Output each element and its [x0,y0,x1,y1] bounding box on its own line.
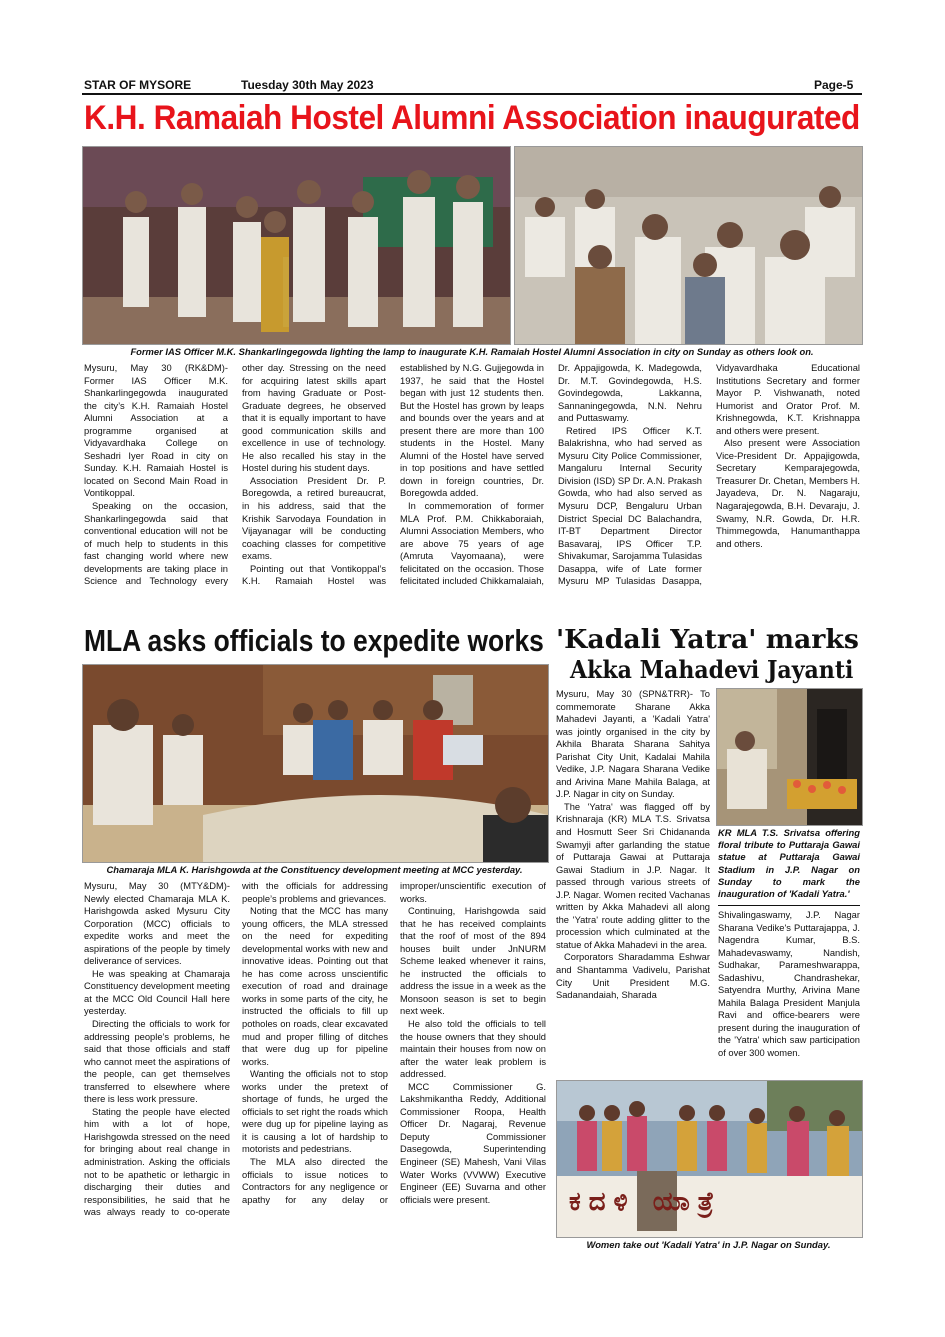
kannada-banner-text: ಕದಳಿ ಯಾತ್ರೆ [569,1187,722,1217]
story1-paragraph: Pointing out that Vontikoppal’s K.H. Ramaiah Hostel was established by N.G. Gujjegowda in 1937, he said that the Hostel began with just 12 students then. But the Hostel has grown by leaps and bounds over the years and at present there are more than 100 students in the Hostel. Many Alumni of the Hostel have served in top positions and have settled down in foreign countries, Dr. Boregowda added. [242,363,544,587]
story2-paragraph: He was speaking at Chamaraja Constituency development meeting at the MCC Old Council Hall here yesterday. [84,968,230,1017]
story2-paragraph: Mysuru, May 30 (MTY&DM)- Newly elected Chamaraja MLA K. Harishgowda asked Mysuru City Corporation (MCC) officials to expedite works and meet the aspirations of the people by timely deliverance of services. [84,881,230,967]
mcc-meeting-photo [82,664,549,863]
issue-date: Tuesday 30th May 2023 [241,78,374,92]
story3-paragraph: The 'Yatra' was flagged off by Krishnaraja (KR) MLA T.S. Srivatsa and Hosmutt Seer Sri Chidananda Swamyji after garlanding the statue of Puttaraja Gawai at Puttaraja Gawai Stadium in J.P. Nagar. It passed through various streets of J.P. Nagar. Women recited Vachanas written by Akka Mahadevi all along the 'Yatra' route adding glitter to the procession which culminated at the statue of Akka Mahadevi in the area. [556,801,710,950]
story1-paragraph: Speaking on the occasion, Shankarlingegowda said that conventional education will not be of much help to students in this fast changing world where new developments are taking place in Science and Technology every other day. Stressing on the need for acquiring latest skills apart from having Graduate or Post-Graduate degrees, he observed that it is equally important to have good communication skills and excellence in use of technology. He also recalled his stay in the Hostel during his student days. [84,363,386,587]
page-number: Page-5 [814,78,854,92]
audience-photo [514,146,863,345]
story2-headline: MLA asks officials to expedite works [84,623,544,658]
side-caption-rule [718,905,860,906]
story3-body [556,688,710,1078]
story3-paragraph: Corporators Sharadamma Eshwar and Shantamma Vadivelu, Parishat City Unit President M.G. Sadanandaiah, Sharada [556,952,710,1001]
story1-paragraph: Association President Dr. P. Boregowda, a retired bureaucrat, in his address, said that the Krishik Sarvodaya Foundation in Vijayanagar will be conducting coaching classes for competitive exams. [242,475,386,562]
story1-headline: K.H. Ramaiah Hostel Alumni Association inaugurated [84,99,860,137]
story2-paragraph: Continuing, Harishgowda said that he has received complaints that the roof of most of the 894 houses built under JnNURM Scheme leaked whenever it rains, he instructed the officials to address the issue in a week as the Monsoon season is set to begin next week. [400,906,546,1017]
story2-body [84,880,546,1270]
story1-paragraph: Retired IPS Officer K.T. Balakrishna, who had served as Mysuru City Police Commissioner, Mangaluru Internal Security Division (ISD) SP Dr. A.N. Prakash Gowda, who had also served as Mysuru DCP, Bengaluru Urban District Special DC Balachandra, IT-BT Department Director Basavaraj, IPS Officer T.P. Shivakumar, Sarojamma Tulasidas Dasappa, wife of Late former Mysuru MP Tulasidas Dasappa, Vidyavardhaka Educational Institutions Secretary and former Mayor P. Vishwanath, noted Humorist and Orator Prof. M. Krishnegowda, K.T. Krishnappa and others were present. [558,363,860,587]
story3-headline-line2: Akka Mahadevi Jayanti [570,655,854,684]
story2-paragraph: He also told the officials to tell the house owners that they should maintain their houses from now on after the water leak problem is addressed. [400,1019,546,1080]
story3-bottom-caption: Women take out 'Kadali Yatra' in J.P. Nagar on Sunday. [586,1239,831,1250]
story2-paragraph: Directing the officials to work for addressing people’s problems, he said that those officials and staff who cannot meet the aspirations of the people, can get themselves transferred to elsewhere where there is less work pressure. [84,1019,230,1105]
story2-paragraph: Stating the people have elected him with a lot of hope, Harishgowda stressed on the need for bringing about real change in administration. Asking the officials not to be apathetic or lethargic in discharging their duties and responsibilities, he said that he was always ready to co-operate with the officials for addressing people’s problems and grievances. [84,881,388,1218]
story2-caption: Chamaraja MLA K. Harishgowda at the Constituency development meeting at MCC yesterday. [106,864,523,875]
story1-paragraph: Also present were Association Vice-President Dr. Appajigowda, Secretary Kemparajegowda, Treasurer Dr. Chetan, Members H. Jayadeva, Dr. N. Nagaraju, Nagarajegowda, B.H. Devaraju, J. Swamy, N.R. Gowda, Dr. H.R. Thimmegowda, Hanumanthappa and others. [716,438,860,549]
procession-photo [556,1080,863,1238]
statue-tribute-photo [716,688,863,826]
story3-paragraph: Shivalingaswamy, J.P. Nagar Sharana Vedike's Puttarajappa, J. Nagendra Kumar, B.S. Mahadevaswamy, Nandish, Sudhakar, Parameshwarappa, Sadashivu, Chandrashekar, Satyendra Murthy, Arivina Mane Mahila Balaga President Manjula Ravi and office-bearers were present during the inauguration of the 'Yatra' which saw participation of over 300 women. [718,910,860,1059]
story3-paragraph: Mysuru, May 30 (SPN&TRR)- To commemorate Sharane Akka Mahadevi Jayanti, a 'Kadali Yatra' was jointly organised in the city by Akhila Bharata Sharana Sahitya Parishat City Unit, Kadalai Mahila Vedike, J.P. Nagara Sharana Vedike and Arivina Mane Mahila Balaga, at J.P. Nagar in city on Sunday. [556,689,710,800]
masthead-rule [82,93,862,95]
story2-paragraph: MCC Commissioner G. Lakshmikantha Reddy, Additional Commissioner Roopa, Health Officer Dr. Nagaraj, Revenue Deputy Commissioner Dasegowda, Superintending Engineer (SE) Mahesh, Vani Vilas Water Works (VVWW) Executive Engineer (EE) Suvarna and other officials were present. [400,1081,546,1205]
story2-paragraph: The MLA also directed the officials to issue notices to Contractors for any negligence or apathy for any delay or improper/unscientific execution of works. [242,881,546,1205]
story3-body-right [718,909,860,1079]
story3-headline-line1: 'Kadali Yatra' marks [556,625,859,655]
story3-side-caption: KR MLA T.S. Srivatsa offering floral tribute to Puttaraja Gawai statue at Puttaraja Gawai Stadium in J.P. Nagar on Sunday to mark the inauguration of 'Kadali Yatra.' [718,827,860,900]
story1-paragraph: In commemoration of former MLA Prof. P.M. Chikkaboraiah, Alumni Association Members, who are above 75 years of age (Amruta Vayomaana), were felicitated on the occasion. Those felicitated included Chikkamalaiah, Dr. Appajigowda, K. Madegowda, Dr. M.T. Govindegowda, H.S. Govindegowda, Lakkanna, Sannaningegowda, N.N. Nehru and Puttaswamy. [400,363,702,587]
lamp-lighting-photo [82,146,511,345]
paper-name: STAR OF MYSORE [84,78,192,92]
story2-paragraph: Wanting the officials not to stop works under the pretext of shortage of funds, he urged the officials to set right the roads which were dug up for pipeline laying as it is causing a lot of hardship to motorists and pedestrians. [242,1069,388,1155]
story1-paragraph: Mysuru, May 30 (RK&DM)- Former IAS Officer M.K. Shankarlingegowda inaugurated the city’s K.H. Ramaiah Hostel Alumni Association at a programme organised at Vidyavardhaka College on Seshadri Iyer Road in city on Sunday. K.H. Ramaiah Hostel is located on Second Main Road in Vontikoppal. [84,363,228,499]
story1-body [84,362,860,616]
story2-paragraph: Noting that the MCC has many young officers, the MLA stressed on the need for expediting developmental works with new and innovative ideas. Pointing out that he has come across unscientific execution of road and drainage works in some parts of the city, he instructed the officials to fill up potholes on roads, clear excavated mud and proper filling of ditches that were dug up for pipeline works. [242,906,388,1067]
story1-caption: Former IAS Officer M.K. Shankarlingegowda lighting the lamp to inaugurate K.H. Ramaiah Hostel Alumni Association in city on Sunday as others look on. [130,346,814,357]
